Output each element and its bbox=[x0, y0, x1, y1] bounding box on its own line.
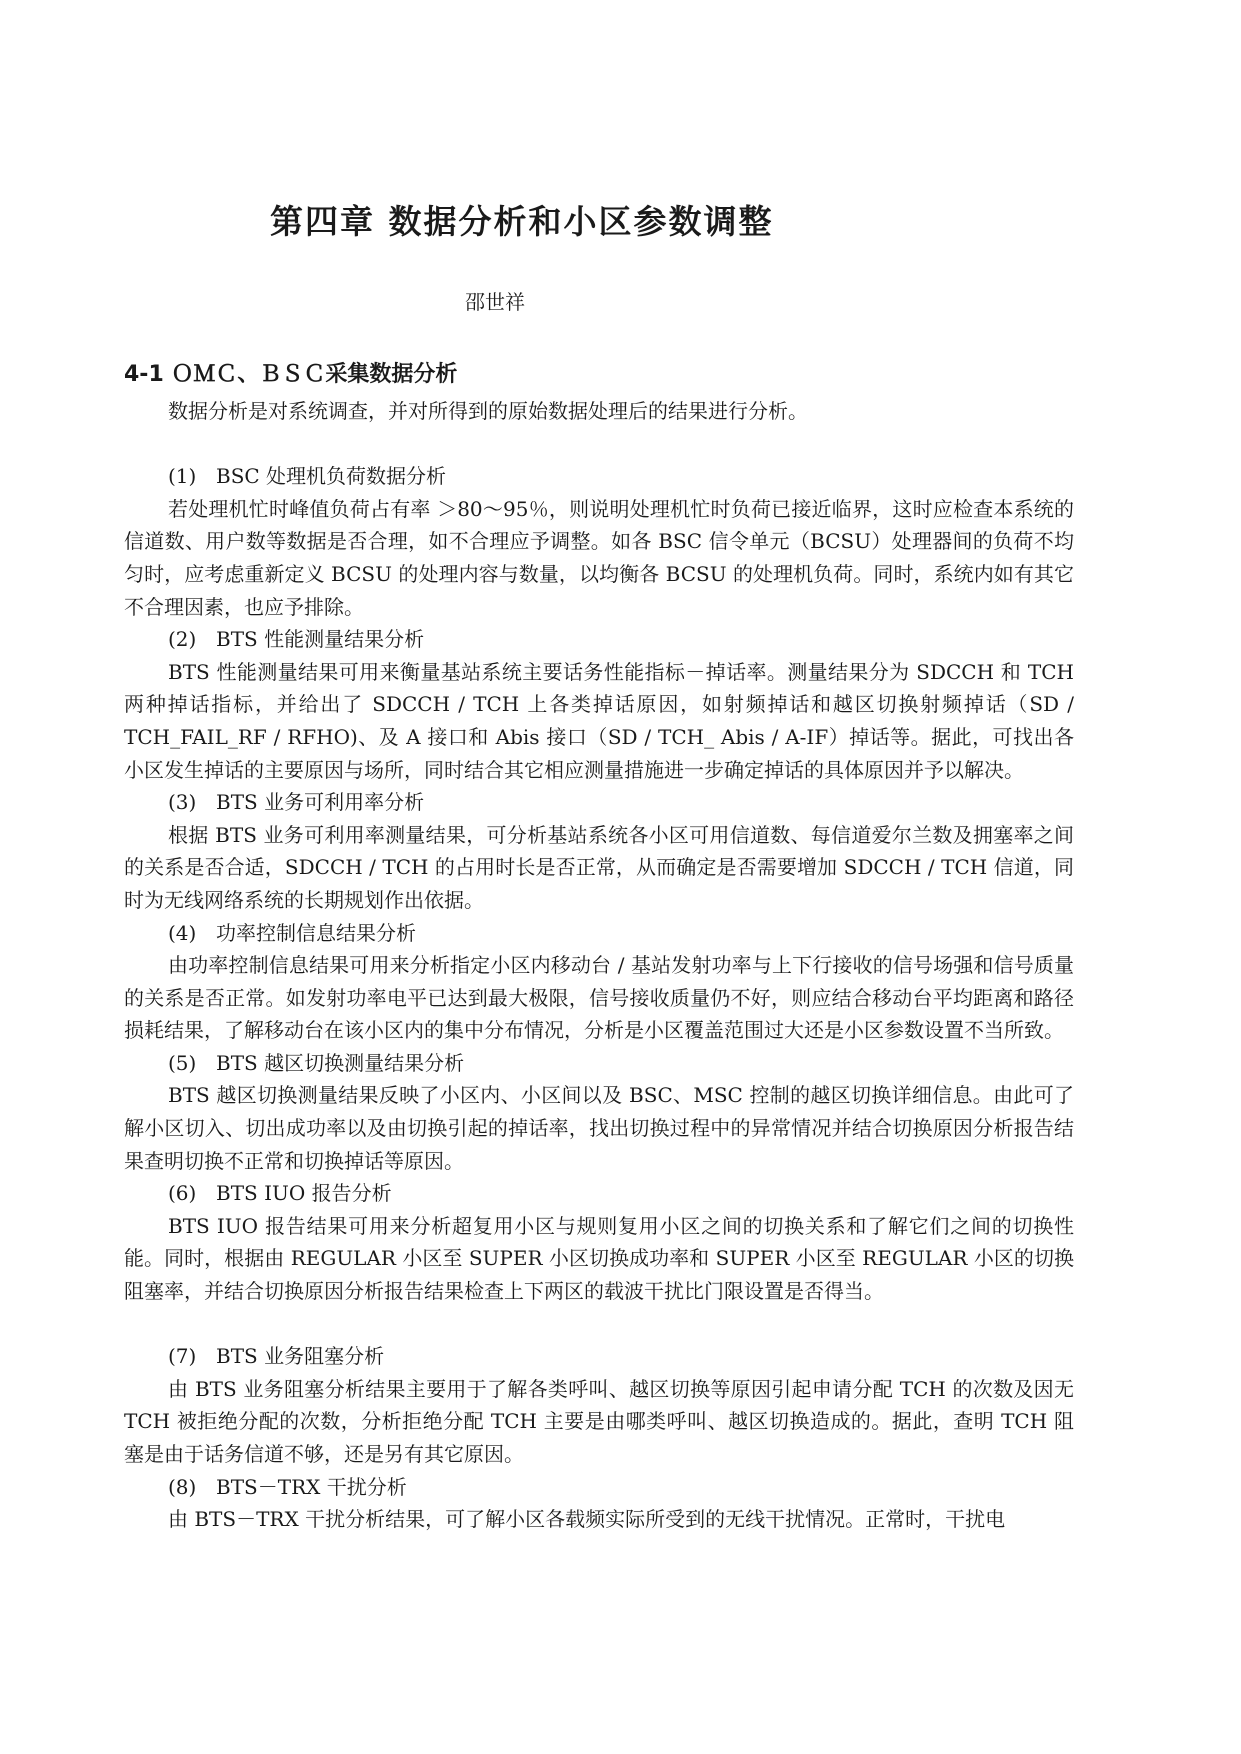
item-title: BTS 性能测量结果分析 bbox=[216, 627, 425, 652]
item-number: (1) bbox=[168, 464, 197, 489]
item-title: BTS 业务阻塞分析 bbox=[216, 1344, 385, 1369]
item-paragraph: BTS 性能测量结果可用来衡量基站系统主要话务性能指标－掉话率。测量结果分为 SDCCH 和 TCH 两种掉话指标，并给出了 SDCCH / TCH 上各类掉话原因，如射频掉话和越区切换射频掉话（SD / TCH_FAIL_RF / RFHO)、及 A 接口和 Abis 接口（SD / TCH_ Abis / A-IF）掉话等。据此，可找出各小区发生掉话的主要原因与场所，同时结合其它相应测量措施进一步确定掉话的具体原因并予以解决。 bbox=[124, 659, 1074, 782]
item-heading bbox=[124, 623, 1074, 656]
item-heading bbox=[124, 460, 1074, 493]
item-title: BTS 越区切换测量结果分析 bbox=[216, 1050, 465, 1075]
blank-line bbox=[124, 1308, 1074, 1341]
item-title: BSC 处理机负荷数据分析 bbox=[216, 464, 447, 489]
intro-paragraph: 数据分析是对系统调查，并对所得到的原始数据处理后的结果进行分析。 bbox=[168, 399, 808, 423]
item-number: (3) bbox=[168, 790, 197, 815]
item-title: BTS 业务可利用率分析 bbox=[216, 790, 425, 815]
item-number: (2) bbox=[168, 627, 197, 652]
item-title: BTS IUO 报告分析 bbox=[216, 1181, 392, 1206]
item-heading bbox=[124, 1471, 1074, 1504]
item-number: (6) bbox=[168, 1181, 197, 1206]
item-title: 功率控制信息结果分析 bbox=[216, 920, 416, 945]
item-paragraph: 由 BTS 业务阻塞分析结果主要用于了解各类呼叫、越区切换等原因引起申请分配 TCH 的次数及因无 TCH 被拒绝分配的次数，分析拒绝分配 TCH 主要是由哪类呼叫、越区切换造成的。据此，查明 TCH 阻塞是由于话务信道不够，还是另有其它原因。 bbox=[124, 1376, 1074, 1466]
item-heading bbox=[124, 1047, 1074, 1080]
chapter-title: 第四章 数据分析和小区参数调整 bbox=[270, 202, 774, 241]
item-paragraph: 根据 BTS 业务可利用率测量结果，可分析基站系统各小区可用信道数、每信道爱尔兰数及拥塞率之间的关系是否合适，SDCCH / TCH 的占用时长是否正常，从而确定是否需要增加 SDCCH / TCH 信道，同时为无线网络系统的长期规划作出依据。 bbox=[124, 822, 1074, 912]
author-name: 邵世祥 bbox=[465, 290, 525, 314]
document-body bbox=[124, 395, 1074, 1536]
section-heading: 4-1 ＯＭＣ、ＢＳＣ采集数据分析 bbox=[124, 362, 458, 387]
item-number: (4) bbox=[168, 920, 197, 945]
item-heading bbox=[124, 1177, 1074, 1210]
item-paragraph: 由 BTS－TRX 干扰分析结果，可了解小区各载频实际所受到的无线干扰情况。正常时，干扰电 bbox=[168, 1507, 1006, 1532]
item-heading bbox=[124, 917, 1074, 950]
item-paragraph: 若处理机忙时峰值负荷占有率 ＞80～95％，则说明处理机忙时负荷已接近临界，这时应检查本系统的信道数、用户数等数据是否合理，如不合理应予调整。如各 BSC 信令单元（BCSU）处理器间的负荷不均匀时，应考虑重新定义 BCSU 的处理内容与数量，以均衡各 BCSU 的处理机负荷。同时，系统内如有其它不合理因素，也应予排除。 bbox=[124, 496, 1074, 619]
blank-line bbox=[124, 428, 1074, 461]
item-paragraph: 由功率控制信息结果可用来分析指定小区内移动台 / 基站发射功率与上下行接收的信号场强和信号质量的关系是否正常。如发射功率电平已达到最大极限，信号接收质量仍不好，则应结合移动台平均距离和路径损耗结果，了解移动台在该小区内的集中分布情况，分析是小区覆盖范围过大还是小区参数设置不当所致。 bbox=[124, 953, 1074, 1043]
item-number: (5) bbox=[168, 1050, 197, 1075]
item-number: (7) bbox=[168, 1344, 197, 1369]
item-title: BTS－TRX 干扰分析 bbox=[216, 1474, 407, 1499]
item-paragraph: BTS 越区切换测量结果反映了小区内、小区间以及 BSC、MSC 控制的越区切换详细信息。由此可了解小区切入、切出成功率以及由切换引起的掉话率，找出切换过程中的异常情况并结合切换原因分析报告结果查明切换不正常和切换掉话等原因。 bbox=[124, 1083, 1074, 1173]
item-heading bbox=[124, 786, 1074, 819]
item-number: (8) bbox=[168, 1474, 197, 1499]
item-paragraph: BTS IUO 报告结果可用来分析超复用小区与规则复用小区之间的切换关系和了解它们之间的切换性能。同时，根据由 REGULAR 小区至 SUPER 小区切换成功率和 SUPER 小区至 REGULAR 小区的切换阻塞率，并结合切换原因分析报告结果检查上下两区的载波干扰比门限设置是否得当。 bbox=[124, 1213, 1074, 1304]
item-heading bbox=[124, 1340, 1074, 1373]
